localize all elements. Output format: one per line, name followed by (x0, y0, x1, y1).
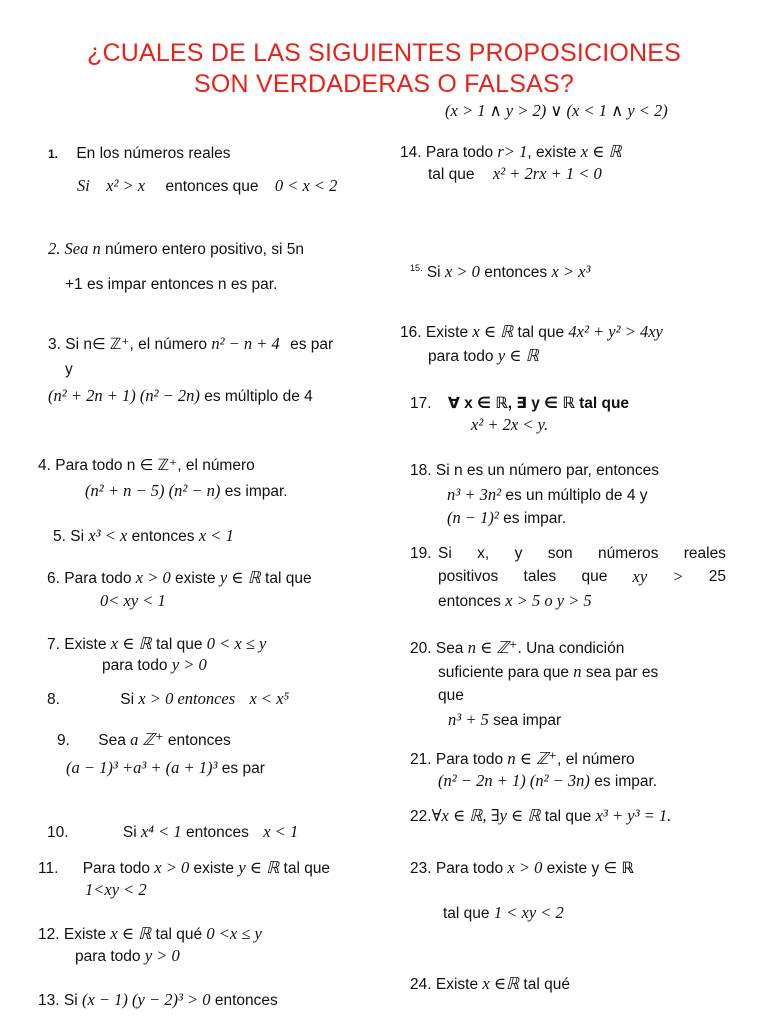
item-formula: n² − n + 4 (211, 334, 280, 353)
item-formula: ∀x ∈ ℝ, ∃y ∈ ℝ (431, 806, 541, 825)
item-text: tal que (265, 570, 312, 587)
item-text: para todo (75, 948, 141, 965)
item-text: para todo (428, 348, 494, 365)
item-text: tal que (428, 166, 475, 183)
item-7-line-1 (47, 634, 266, 655)
item-number: 17. (410, 395, 432, 412)
item-24 (410, 974, 570, 995)
item-text: es impar. (503, 510, 567, 527)
item-text: sea par es (585, 664, 659, 681)
item-formula: x ∈ ℝ (580, 142, 622, 161)
title-line-2: SON VERDADERAS O FALSAS? (194, 70, 574, 98)
item-text: , existe (527, 144, 577, 161)
item-formula: x > 0 (444, 262, 480, 281)
item-text: es par (290, 336, 334, 353)
item-19-line-1 (410, 544, 432, 564)
item-3-line-1 (48, 334, 333, 355)
item-18-line-3 (447, 508, 566, 529)
item-formula: (n² + n − 5) (n² − n) (85, 481, 221, 500)
item-5 (53, 526, 234, 547)
item-text: es par (221, 760, 265, 777)
item-text: entonces (167, 732, 231, 749)
item-6-line-2: 0< xy < 1 (100, 591, 166, 610)
item-9-line-1 (57, 730, 231, 751)
item-formula: x ∈ ℝ (110, 634, 152, 653)
item-formula: 0 < x < 2 (274, 176, 338, 195)
item-16-line-2 (428, 346, 539, 367)
item-formula: y ∈ ℝ (219, 568, 261, 587)
item-text: 13. Si (38, 992, 78, 1009)
item-7-line-2 (102, 655, 207, 676)
item-formula: x ∈ ℝ (110, 924, 152, 943)
item-word: 25 (708, 568, 726, 585)
item-word: positivos (438, 568, 499, 585)
item-text: entonces (186, 824, 249, 841)
item-number: 15. (410, 263, 423, 273)
item-text: Para todo (82, 860, 150, 877)
item-text: tal que (155, 636, 203, 653)
item-formula: x ∈ℝ (482, 974, 520, 993)
item-text: existe (175, 570, 216, 587)
header-formula: (x > 1 ∧ y > 2) ∨ (x < 1 ∧ y < 2) (445, 101, 668, 120)
item-text: tal qué (155, 926, 203, 943)
item-12-line-2 (75, 946, 180, 967)
item-formula: y ∈ ℝ (238, 858, 280, 877)
item-text: Si (77, 176, 90, 195)
item-formula: 4x² + y² > 4xy (568, 322, 663, 341)
item-formula: x > 5 o y > 5 (505, 591, 592, 610)
item-10 (47, 822, 298, 843)
item-text: entonces (484, 264, 548, 281)
item-18-line-1: 18. Si n es un número par, entonces (410, 462, 660, 479)
item-text: existe y ∈ (546, 860, 618, 877)
item-text: 14. Para todo (400, 144, 494, 161)
item-15 (410, 258, 590, 283)
item-text: entonces (131, 528, 195, 545)
item-formula: r> 1 (497, 142, 528, 161)
item-number: 22. (410, 808, 432, 825)
item-9-line-2 (66, 758, 265, 779)
item-21-line-2 (438, 771, 657, 792)
item-formula: (x − 1) (y − 2)³ > 0 (81, 990, 211, 1009)
item-text: para todo (102, 657, 168, 674)
item-formula: x > 0 entonces (138, 689, 236, 708)
item-23-line-2 (443, 903, 564, 924)
item-17-line-1 (410, 394, 629, 414)
item-text: Sea (98, 732, 126, 749)
item-word: tales (523, 568, 557, 585)
item-word: Si (438, 545, 452, 562)
item-number: 1. (48, 147, 59, 161)
item-text: tal que (283, 860, 331, 877)
item-22 (410, 806, 671, 827)
page-title (0, 38, 768, 100)
item-formula: y > 0 (171, 655, 207, 674)
item-text: 20. Sea (410, 640, 464, 657)
item-4-line-1: 4. Para todo n ∈ ℤ⁺, el número (38, 457, 255, 474)
item-formula: n³ + 3n² (447, 485, 502, 504)
item-formula: ℝ (621, 860, 634, 877)
item-text: En los números reales (76, 145, 231, 162)
item-formula: y ∈ ℝ (497, 346, 539, 365)
item-text: 16. Existe (400, 324, 469, 341)
item-text: sea impar (493, 712, 562, 729)
item-formula: n ∈ ℤ⁺ (507, 749, 558, 768)
item-word: > (672, 567, 684, 586)
item-20-line-4 (448, 710, 561, 731)
item-19-line-2-words (438, 567, 726, 587)
item-11-line-2: 1<xy < 2 (85, 880, 147, 899)
item-formula: x ∈ ℝ (472, 322, 514, 341)
item-text: 7. Existe (47, 636, 107, 653)
item-17-line-2: x² + 2x < y. (471, 415, 549, 434)
item-text: suficiente para que (438, 664, 569, 681)
item-number: 19. (410, 545, 432, 562)
item-20-line-3: que (438, 687, 464, 704)
item-text: Si (120, 691, 135, 708)
item-21-line-1 (410, 749, 635, 770)
item-formula: (n² + 2n + 1) (n² − 2n) (48, 386, 200, 405)
item-text: Si (426, 264, 441, 281)
item-formula: n ∈ ℤ⁺ (467, 638, 518, 657)
item-word: que (581, 568, 608, 585)
item-text: número entero positivo, si 5n (105, 241, 305, 258)
item-number: 8. (47, 691, 60, 708)
item-formula: x² + 2rx + 1 < 0 (492, 164, 602, 183)
item-formula: x³ < x (88, 526, 128, 545)
item-20-line-1 (410, 638, 624, 659)
item-text: tal que (544, 808, 592, 825)
item-formula: (n − 1)² (447, 508, 499, 527)
item-formula: x < 1 (198, 526, 234, 545)
item-16-line-1 (400, 322, 663, 343)
item-2-line-2: +1 es impar entonces n es par. (65, 276, 278, 293)
item-number: 11. (38, 860, 59, 877)
item-text: 2. Sea n (48, 239, 101, 258)
item-text: es un múltiplo de 4 y (505, 487, 648, 504)
item-3-line-2: y (65, 361, 73, 378)
item-text: es impar. (594, 773, 658, 790)
item-1-line-2 (77, 176, 337, 197)
item-formula: x < x⁵ (249, 689, 290, 708)
item-3-line-3 (48, 386, 313, 407)
item-formula: x⁴ < 1 (140, 822, 182, 841)
item-14-line-1 (400, 142, 622, 163)
item-formula: 0 < x ≤ y (206, 634, 267, 653)
item-text: tal que (517, 324, 565, 341)
item-11-line-1 (38, 858, 330, 879)
item-text: 23. Para todo (410, 860, 504, 877)
item-text: 3. Si n∈ ℤ⁺, el número (48, 336, 208, 353)
item-12-line-1 (38, 924, 262, 945)
item-8 (47, 689, 289, 710)
item-20-line-2 (438, 662, 658, 683)
item-word: x, (477, 545, 490, 562)
item-formula: a ℤ⁺ (130, 730, 164, 749)
item-text: tal qué (523, 976, 570, 993)
item-formula: 1 < xy < 2 (493, 903, 564, 922)
item-number: 9. (57, 732, 70, 749)
item-14-line-2 (428, 164, 602, 185)
item-text: 5. Si (53, 528, 85, 545)
item-text: es múltiplo de 4 (204, 388, 313, 405)
item-number: 10. (47, 824, 69, 841)
item-text: 21. Para todo (410, 751, 504, 768)
item-formula: x < 1 (263, 822, 299, 841)
item-6-line-1 (47, 568, 312, 589)
item-formula: (n² − 2n + 1) (n² − 3n) (438, 771, 590, 790)
item-2-line-1 (48, 239, 304, 260)
item-text: entonces que (165, 178, 259, 195)
item-formula: x³ + y³ = 1. (595, 806, 672, 825)
item-text: . Una condición (517, 640, 625, 657)
item-13 (38, 990, 278, 1011)
item-text: 24. Existe (410, 976, 479, 993)
item-text: entonces (214, 992, 278, 1009)
item-19-line-3 (438, 591, 592, 612)
item-formula: x > 0 (135, 568, 171, 587)
item-1-line-1 (48, 144, 231, 164)
item-formula: n (573, 662, 582, 681)
item-formula: x > 0 (507, 858, 543, 877)
item-text: tal que (443, 905, 490, 922)
item-text: entonces (438, 593, 501, 610)
item-formula: y > 0 (144, 946, 180, 965)
title-line-1: ¿CUALES DE LAS SIGUIENTES PROPOSICIONES (86, 39, 682, 67)
item-formula: x² > x (106, 176, 146, 195)
item-text: 6. Para todo (47, 570, 132, 587)
item-19-line-1-words (438, 544, 726, 564)
item-text: existe (193, 860, 235, 877)
item-text: es impar. (224, 483, 288, 500)
item-23-line-1 (410, 858, 634, 879)
item-text: , el número (557, 751, 635, 768)
item-text: 12. Existe (38, 926, 107, 943)
item-4-line-2 (85, 481, 288, 502)
item-formula: x > x³ (551, 262, 591, 281)
item-text: ∀ x ∈ ℝ, ∃ y ∈ ℝ tal que (447, 395, 630, 412)
item-word: y (514, 545, 523, 562)
item-18-line-2 (447, 485, 648, 506)
item-word: reales (683, 545, 726, 562)
item-formula: x > 0 (154, 858, 190, 877)
item-formula: 0 <x ≤ y (206, 924, 262, 943)
item-formula: n³ + 5 (448, 710, 489, 729)
item-word: son (547, 545, 573, 562)
item-word: números (598, 545, 659, 562)
item-text: Si (122, 824, 137, 841)
item-formula: (a − 1)³ +a³ + (a + 1)³ (66, 758, 218, 777)
item-word: xy (632, 567, 648, 586)
